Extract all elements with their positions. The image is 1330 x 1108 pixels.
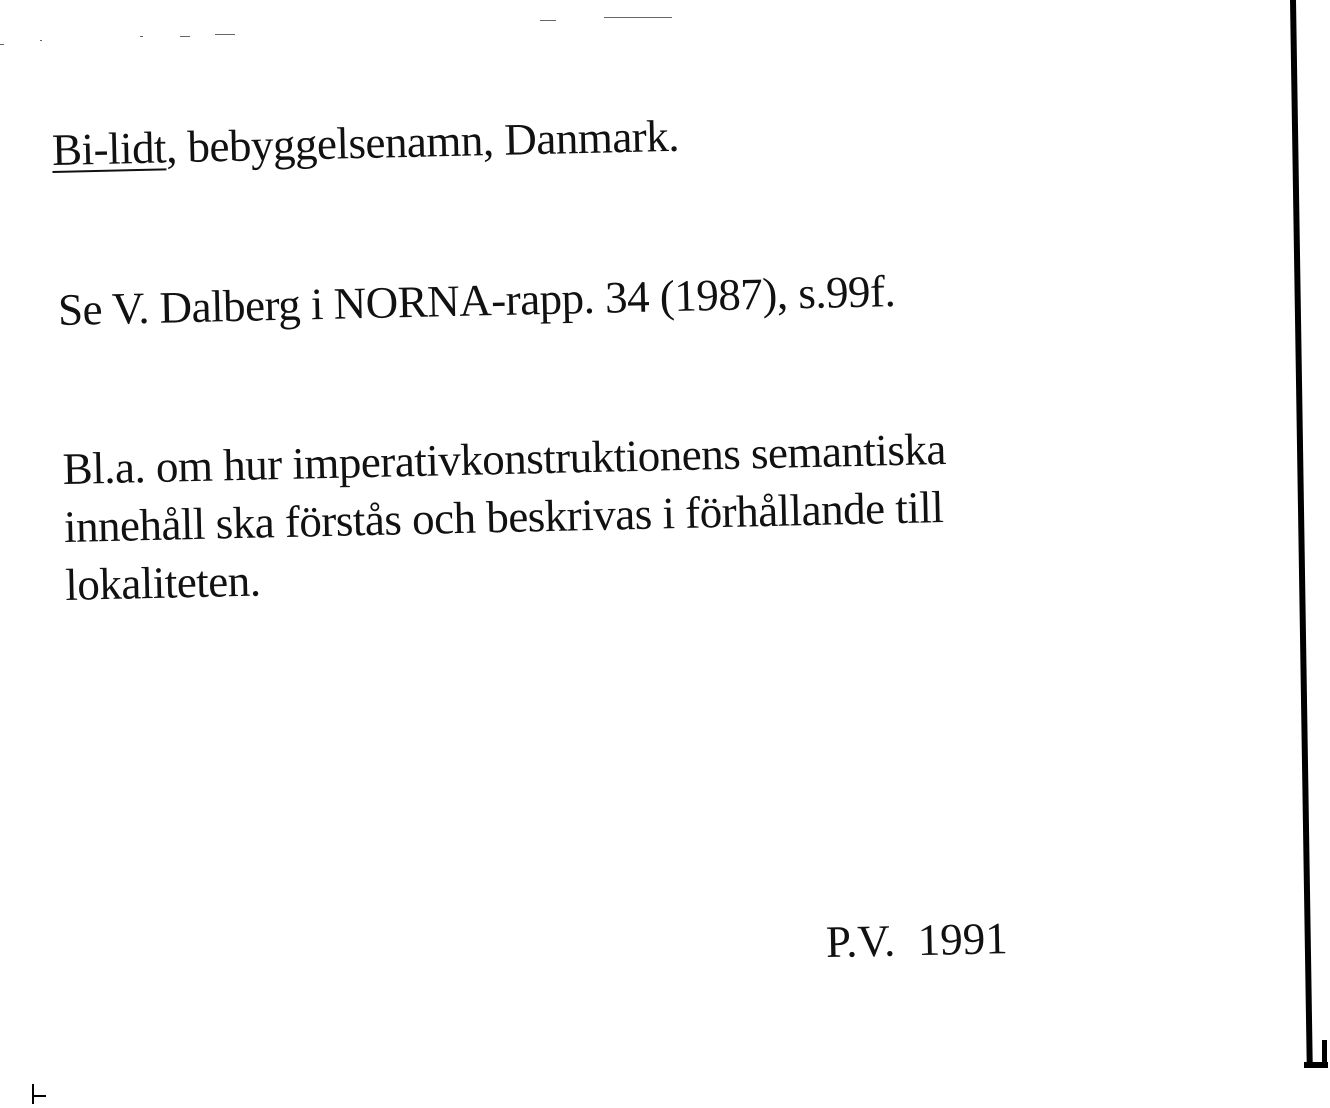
note-line: lokaliteten. <box>64 555 261 610</box>
card-edge-bottom <box>1304 1062 1328 1068</box>
scan-speck <box>140 36 143 37</box>
note-line: Bl.a. om hur imperativkonstruktionens semantiska <box>62 423 947 494</box>
scan-speck <box>604 17 672 18</box>
scan-speck <box>0 44 4 45</box>
signature-date: P.V. 1991 <box>825 913 1009 967</box>
note-paragraph <box>62 420 949 614</box>
card-edge-right <box>1290 0 1313 1068</box>
crop-mark <box>32 1084 34 1104</box>
headword: Bi-lidt <box>51 122 167 175</box>
scan-speck <box>540 20 556 21</box>
scan-speck <box>215 34 235 35</box>
crop-mark-horizontal <box>32 1095 46 1097</box>
scan-speck <box>40 40 42 41</box>
note-line: innehåll ska förstås och beskrivas i förhållande till <box>63 482 944 552</box>
reference-line: Se V. Dalberg i NORNA-rapp. 34 (1987), s.99f. <box>57 266 896 335</box>
headword-description: , bebyggelsenamn, Danmark. <box>165 110 680 173</box>
scan-speck <box>180 36 190 37</box>
headword-line <box>51 110 680 175</box>
